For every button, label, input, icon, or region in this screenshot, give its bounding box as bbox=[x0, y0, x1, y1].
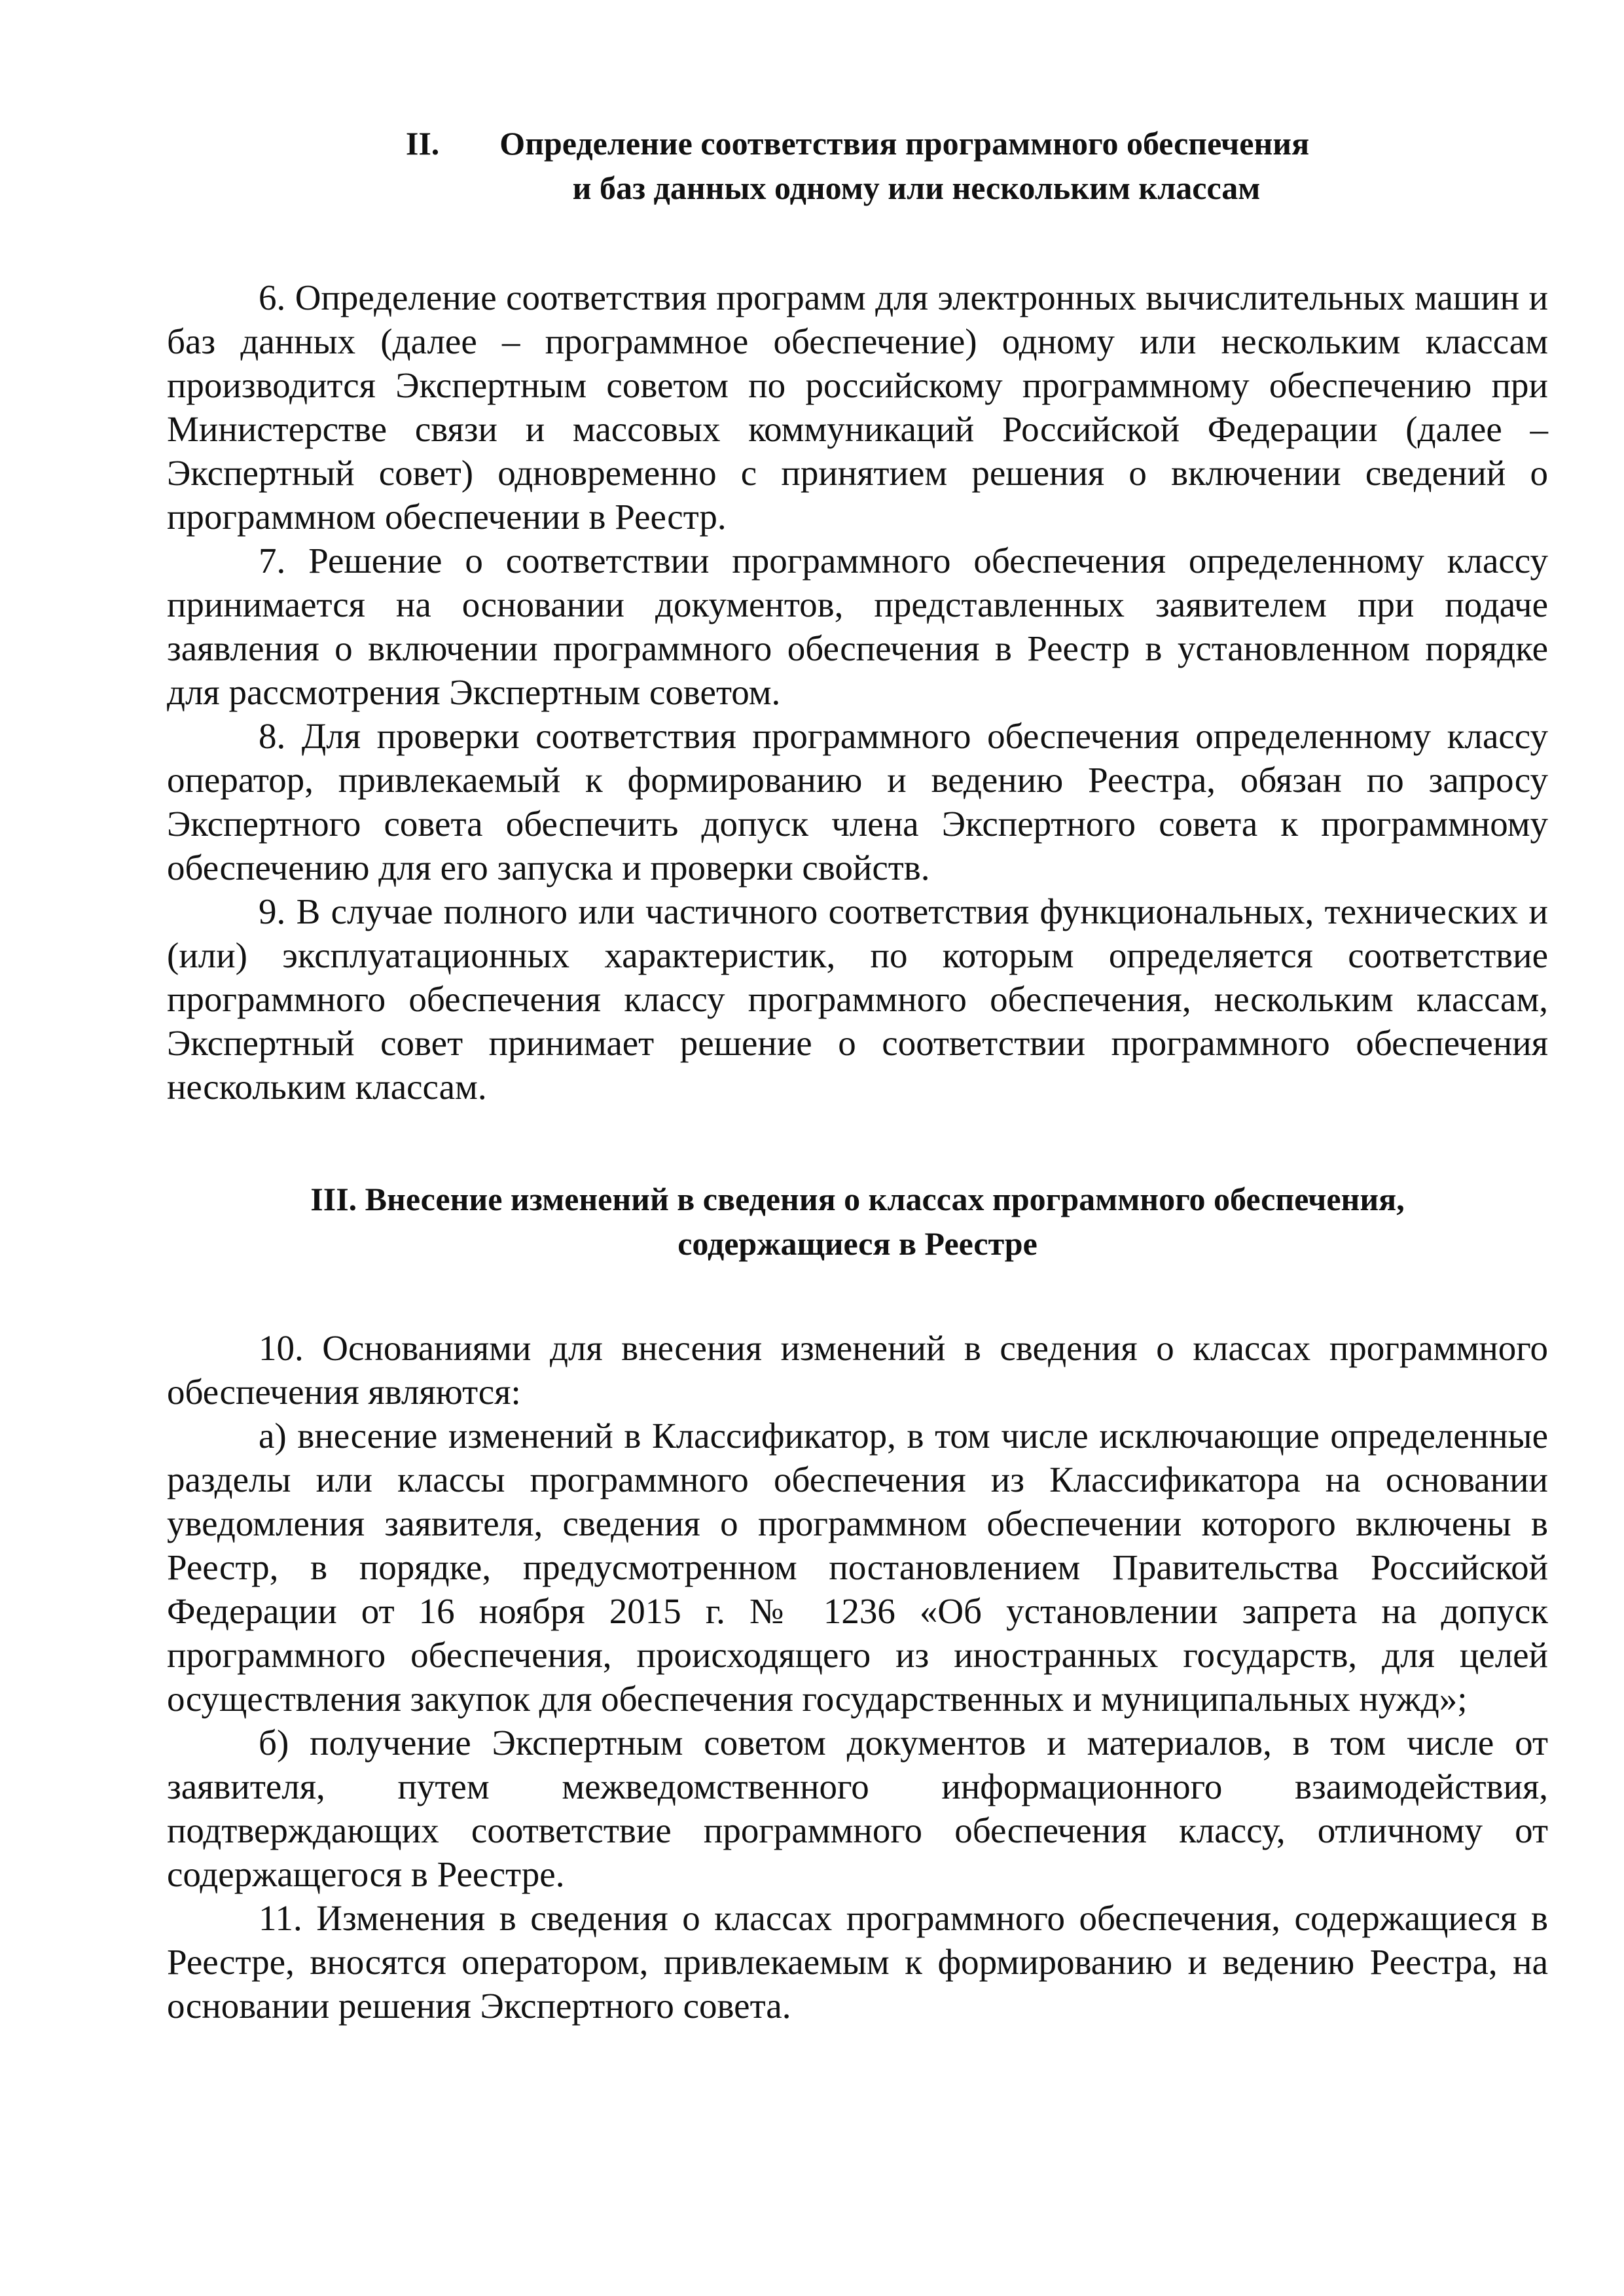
section-3-heading bbox=[167, 1177, 1548, 1266]
section-2-title-line-1: Определение соответствия программного обеспечения bbox=[499, 125, 1310, 162]
paragraph-11: 11. Изменения в сведения о классах программного обеспечения, содержащиеся в Реестре, вносятся оператором, привлекаемым к формированию и ведению Реестра, на основании решения Экспертного совета. bbox=[167, 1898, 1548, 2026]
paragraph-9: 9. В случае полного или частичного соответствия функциональных, технических и (или) эксплуатационных характеристик, по которым определяется соответствие программного обеспечения классу программного обеспечения, нескольким классам, Экспертный совет принимает решение о соответствии программного обеспечения нескольким классам. bbox=[167, 891, 1548, 1107]
section-2-body bbox=[167, 276, 1548, 1109]
section-3-title-line-1: III. Внесение изменений в сведения о классах программного обеспечения, bbox=[310, 1181, 1405, 1217]
paragraph-7: 7. Решение о соответствии программного обеспечения определенному классу принимается на основании документов, представленных заявителем при подаче заявления о включении программного обеспечения в Реестр в установленном порядке для рассмотрения Экспертным советом. bbox=[167, 541, 1548, 712]
paragraph-6: 6. Определение соответствия программ для электронных вычислительных машин и баз данных (далее – программное обеспечение) одному или нескольким классам производится Экспертным советом по российскому программному обеспечению при Министерстве связи и массовых коммуникаций Российской Федерации (далее – Экспертный совет) одновременно с принятием решения о включении сведений о программном обеспечении в Реестр. bbox=[167, 278, 1548, 537]
paragraph-8: 8. Для проверки соответствия программного обеспечения определенному классу оператор, привлекаемый к формированию и ведению Реестра, обязан по запросу Экспертного совета обеспечить допуск члена Экспертного совета к программному обеспечению для его запуска и проверки свойств. bbox=[167, 716, 1548, 888]
section-2-heading-line-1 bbox=[167, 121, 1548, 166]
section-3-body bbox=[167, 1326, 1548, 2028]
section-3-title-line-2: содержащиеся в Реестре bbox=[677, 1225, 1038, 1262]
document-page bbox=[167, 121, 1548, 2028]
section-2-numeral: II. bbox=[405, 125, 440, 162]
section-2-title-line-2: и баз данных одному или нескольким классам bbox=[572, 170, 1261, 206]
section-2-heading bbox=[167, 121, 1548, 210]
paragraph-10: 10. Основаниями для внесения изменений в сведения о классах программного обеспечения являются: bbox=[167, 1328, 1548, 1412]
paragraph-10-b: б) получение Экспертным советом документов и материалов, в том числе от заявителя, путем межведомственного информационного взаимодействия, подтверждающих соответствие программного обеспечения классу, отличному от содержащегося в Реестре. bbox=[167, 1723, 1548, 1894]
paragraph-10-a: а) внесение изменений в Классификатор, в том числе исключающие определенные разделы или классы программного обеспечения из Классификатора на основании уведомления заявителя, сведения о программном обеспечении которого включены в Реестр, в порядке, предусмотренном постановлением Правительства Российской Федерации от 16 ноября 2015 г. № 1236 «Об установлении запрета на допуск программного обеспечения, происходящего из иностранных государств, для целей осуществления закупок для обеспечения государственных и муниципальных нужд»; bbox=[167, 1416, 1548, 1719]
